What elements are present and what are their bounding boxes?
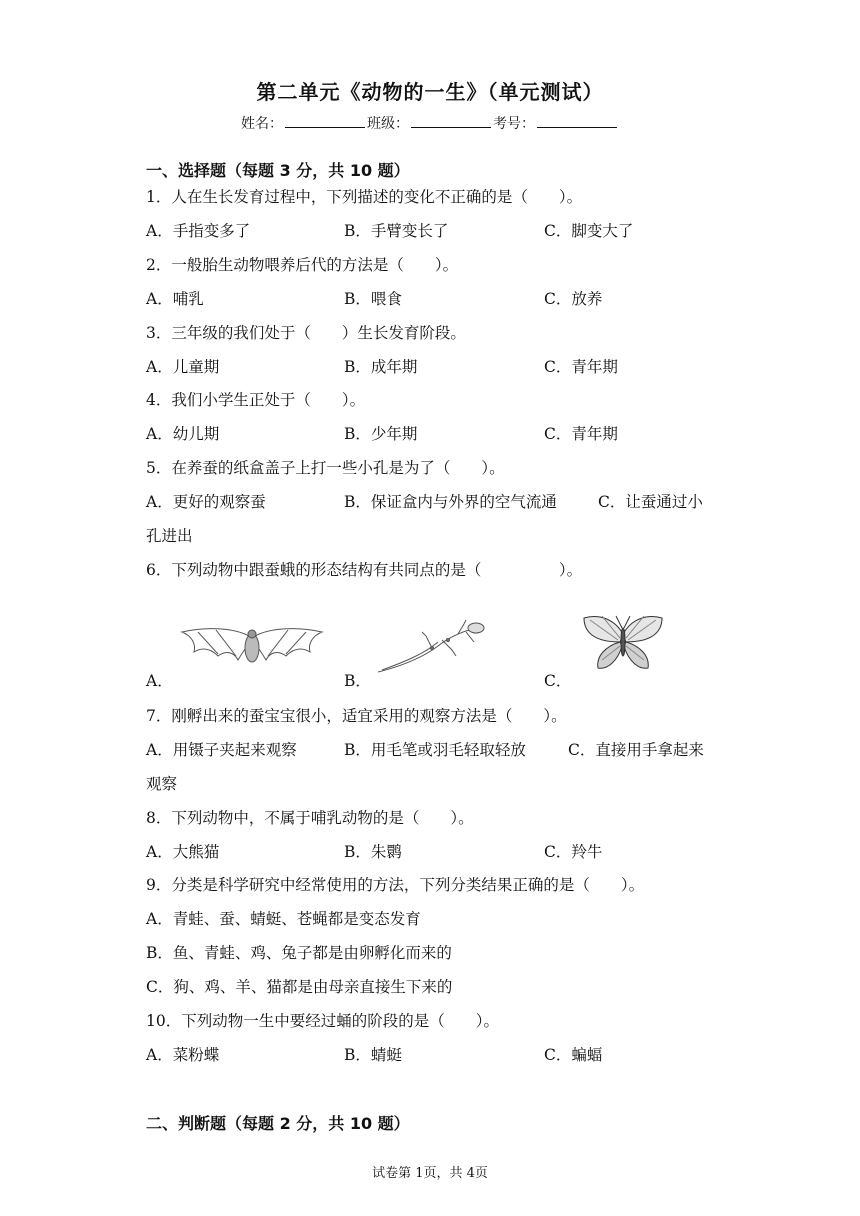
gecko-illustration [372,616,488,676]
question-stem: 4．我们小学生正处于（ ）。 [146,391,366,409]
butterfly-illustration [580,612,666,672]
option-c: C．蝙蝠 [544,1046,603,1064]
option-continuation: 孔进出 [146,527,193,545]
option-a: A．菜粉蝶 [146,1046,220,1064]
option-b: B．朱鹮 [344,843,402,861]
question-stem: 8．下列动物中，不属于哺乳动物的是（ ）。 [146,809,474,827]
class-label: 班级： [367,116,409,132]
question-stem: 9．分类是科学研究中经常使用的方法，下列分类结果正确的是（ ）。 [146,876,645,894]
option-c: C．让蚕通过小 [598,493,703,511]
option-b: B．用毛笔或羽毛轻取轻放 [344,741,526,759]
option-a: A．幼儿期 [146,425,220,443]
option-c: C．放养 [544,290,603,308]
option-c: C．青年期 [544,425,618,443]
option-b: B．少年期 [344,425,418,443]
class-blank[interactable] [411,115,491,128]
option-b: B．手臂变长了 [344,222,449,240]
option-c: C．脚变大了 [544,222,634,240]
bat-illustration [178,620,326,670]
question-stem: 3．三年级的我们处于（ ）生长发育阶段。 [146,324,466,342]
option-c: C．直接用手拿起来 [568,741,704,759]
question-stem: 1．人在生长发育过程中，下列描述的变化不正确的是（ ）。 [146,188,583,206]
option-b: B．喂食 [344,290,402,308]
option-continuation: 观察 [146,775,178,793]
option-c: C．青年期 [544,358,618,376]
option-b: B． [344,672,371,690]
option-a: A．手指变多了 [146,222,251,240]
section-heading-choice: 一、选择题（每题 3 分，共 10 题） [146,161,410,180]
section-heading-judgement: 二、判断题（每题 2 分，共 10 题） [146,1114,410,1133]
student-info-line [0,113,860,133]
option-a: A．更好的观察蚕 [146,493,266,511]
option-b: B．蜻蜓 [344,1046,402,1064]
option-b: B．成年期 [344,358,418,376]
option-a: A．用镊子夹起来观察 [146,741,297,759]
page-title: 第二单元《动物的一生》（单元测试） [256,80,604,104]
name-blank[interactable] [285,115,365,128]
option-a: A．青蛙、蚕、蜻蜓、苍蝇都是变态发育 [146,910,421,928]
option-b: B．鱼、青蛙、鸡、兔子都是由卵孵化而来的 [146,944,452,962]
option-a: A． [146,672,173,690]
option-c: C． [544,672,572,690]
question-stem: 5．在养蚕的纸盒盖子上打一些小孔是为了（ ）。 [146,459,505,477]
name-label: 姓名： [241,116,283,132]
exam-no-label: 考号： [493,116,535,132]
question-stem: 2．一般胎生动物喂养后代的方法是（ ）。 [146,256,459,274]
page-footer: 试卷第 1页，共 4页 [372,1166,488,1181]
question-stem: 7．刚孵出来的蚕宝宝很小，适宜采用的观察方法是（ ）。 [146,707,567,725]
option-c: C．狗、鸡、羊、猫都是由母亲直接生下来的 [146,978,453,996]
question-stem: 10．下列动物一生中要经过蛹的阶段的是（ ）。 [146,1012,499,1030]
option-a: A．大熊猫 [146,843,220,861]
exam-no-blank[interactable] [537,115,617,128]
option-b: B．保证盒内与外界的空气流通 [344,493,557,511]
option-a: A．哺乳 [146,290,204,308]
question-stem: 6．下列动物中跟蚕蛾的形态结构有共同点的是（ ）。 [146,561,583,579]
option-c: C．羚牛 [544,843,603,861]
option-a: A．儿童期 [146,358,220,376]
